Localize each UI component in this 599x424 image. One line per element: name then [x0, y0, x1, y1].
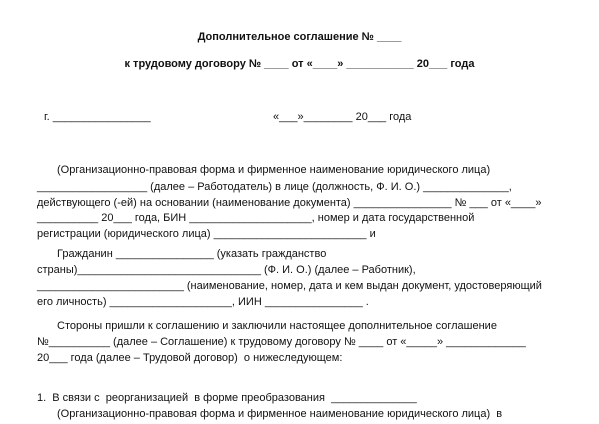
- clause-1-line-1: 1. В связи с реорганизацией в форме преобразования ______________: [37, 392, 417, 404]
- employee-line-2: страны)______________________________ (Ф. И. О.) (далее – Работник),: [37, 264, 416, 276]
- document-subtitle: к трудовому договору № ____ от «____» ___________ 20___ года: [124, 58, 475, 70]
- agreement-line-2: №__________ (далее – Соглашение) к трудовому договору № ____ от «_____» _____________: [37, 336, 526, 348]
- agreement-line-1: Стороны пришли к соглашению и заключили настоящее дополнительное соглашение: [57, 320, 497, 332]
- employee-line-3: ________________________ (наименование, номер, дата и кем выдан документ, удостоверяющий: [37, 280, 542, 292]
- agreement-line-3: 20___ года (далее – Трудовой договор) о нижеследующем:: [37, 352, 343, 364]
- employer-line-3: действующего (-ей) на основании (наименование документа) ________________ № ___ от «____»: [37, 197, 542, 209]
- date-line: «___»________ 20___ года: [273, 111, 412, 123]
- employee-line-4: его личность) ____________________, ИИН ________________ .: [37, 296, 369, 308]
- employer-line-2: __________________ (далее – Работодатель) в лице (должность, Ф. И. О.) ______________,: [37, 181, 512, 193]
- clause-1-line-2: (Организационно-правовая форма и фирменное наименование юридического лица) в: [57, 408, 503, 420]
- employer-line-5: регистрации (юридического лица) _________________________ и: [37, 228, 376, 240]
- employer-line-1: (Организационно-правовая форма и фирменное наименование юридического лица): [57, 164, 491, 176]
- employee-line-1: Гражданин ________________ (указать гражданство: [57, 248, 327, 260]
- document-title: Дополнительное соглашение № ____: [197, 31, 402, 43]
- place-line: г. ________________: [44, 111, 151, 123]
- employer-line-4: __________ 20___ года, БИН ____________________, номер и дата государственной: [37, 212, 475, 224]
